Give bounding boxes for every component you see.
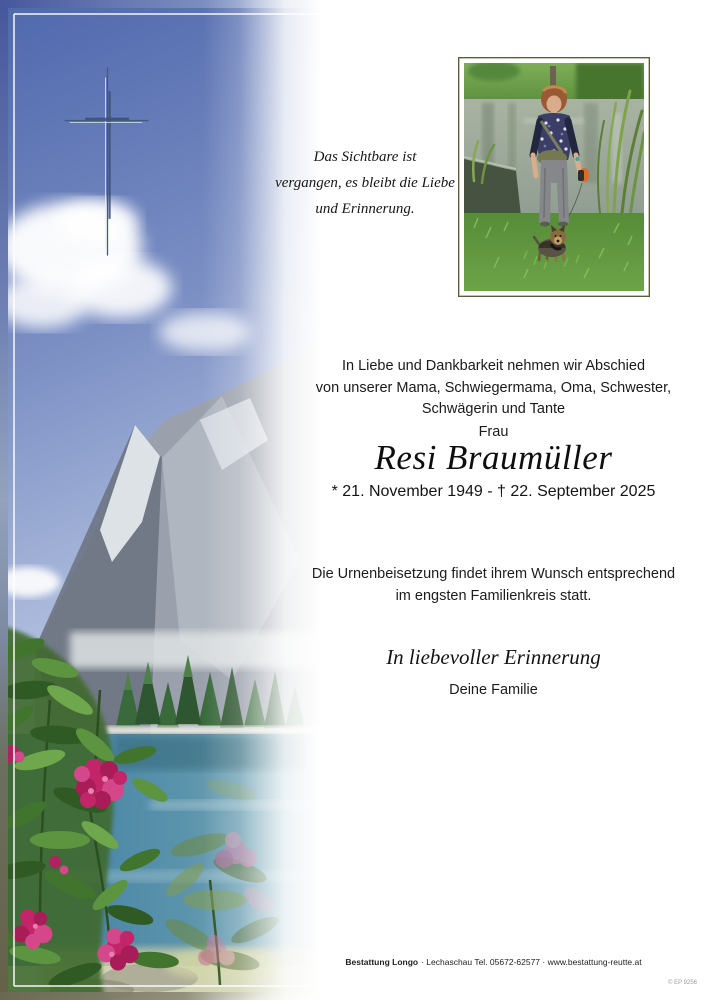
announcement-line-3: Schwägerin und Tante [421, 401, 566, 417]
funeral-home-name: Bestattung Longo [345, 957, 419, 967]
memorial-quote [250, 144, 480, 222]
portrait-photo [464, 63, 644, 291]
quote-line-1: Das Sichtbare ist [313, 149, 417, 165]
announcement-line-1: In Liebe und Dankbarkeit nehmen wir Abschied [341, 358, 646, 374]
woman-face [547, 96, 562, 113]
announcement-line-2: von unserer Mama, Schwiegermama, Oma, Schwester, [315, 379, 672, 396]
burial-notice-line-1: Die Urnenbeisetzung findet ihrem Wunsch entsprechend [311, 566, 676, 582]
woman-shoe-left [540, 222, 550, 227]
dog-eye-left [555, 235, 557, 237]
salutation: Frau [478, 424, 509, 440]
life-dates: * 21. November 1949 - † 22. September 2025 [331, 483, 656, 500]
funeral-home-footer [280, 957, 707, 967]
dog-nose [557, 240, 560, 243]
family-signature: Deine Familie [449, 682, 538, 698]
burial-notice [280, 563, 707, 607]
portrait-photo-frame [458, 57, 650, 297]
burial-notice-line-2: im engsten Familienkreis statt. [395, 588, 592, 604]
dog-eye-right [560, 235, 562, 237]
woman-bracelet [576, 157, 580, 161]
woman-left-forearm [533, 155, 536, 176]
print-code: © EP 9256 [668, 980, 697, 986]
quote-line-2: vergangen, es bleibt die Liebe [275, 175, 455, 191]
deceased-name: Resi Braumüller [374, 438, 613, 477]
woman-shoe-right [558, 222, 568, 227]
closing-phrase: In liebevoller Erinnerung [386, 645, 601, 669]
announcement-text [280, 356, 707, 421]
quote-line-3: und Erinnerung. [315, 201, 415, 217]
funeral-home-details: · Lechaschau Tel. 05672-62577 · www.bestattung-reutte.at [421, 957, 642, 967]
leash-handle-body [578, 170, 584, 181]
